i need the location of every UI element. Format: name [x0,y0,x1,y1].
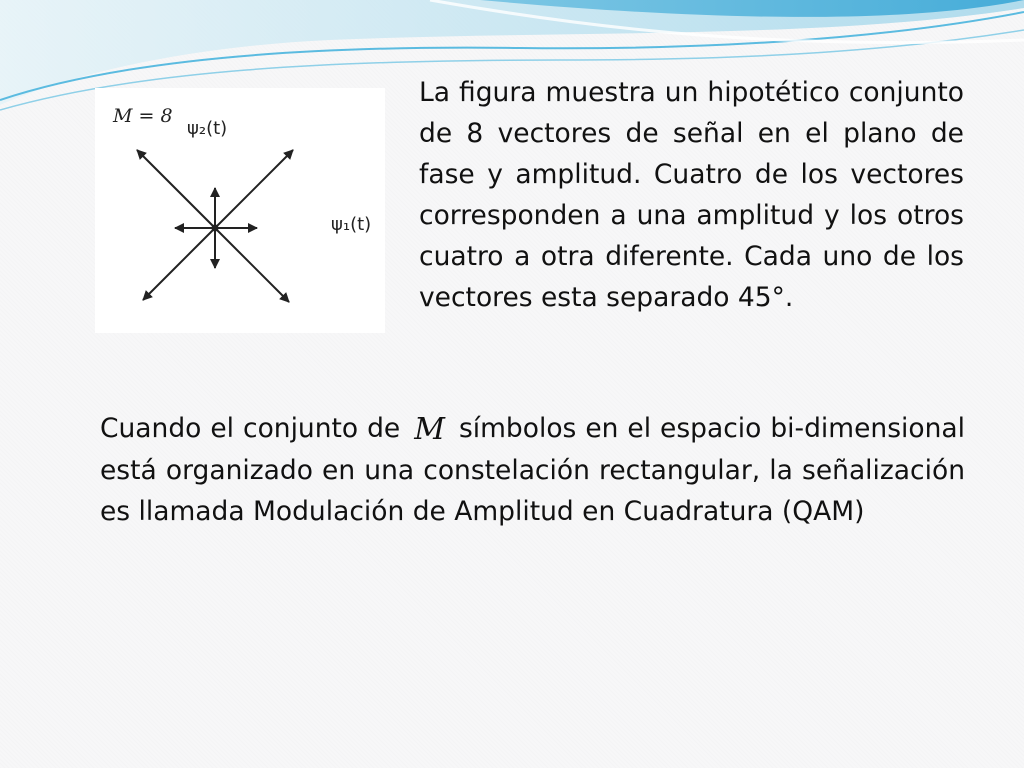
figure-psi2-label: ψ₂(t) [187,118,228,139]
figure-m-label: M = 8 [113,105,173,127]
bottom-paragraph-before: Cuando el conjunto de [100,413,401,444]
bottom-paragraph-after: símbolos en el espacio bi-dimensional está organizado en una constelación rectangular, la señalización es llamada Modulación de Amplitud en Cuadratura (QAM) [100,413,965,527]
bottom-paragraph [100,408,965,532]
origin-point [212,225,219,232]
top-paragraph: La figura muestra un hipotético conjunto de 8 vectores de señal en el plano de fase y amplitud. Cuatro de los vectores corresponden a una amplitud y los otros cuatro a otra diferente. Cada uno de los vectores esta separado 45°. [419,77,964,313]
figure-psi1-label: ψ₁(t) [331,214,372,235]
math-symbol-m: M [414,412,445,447]
constellation-figure [95,88,385,333]
